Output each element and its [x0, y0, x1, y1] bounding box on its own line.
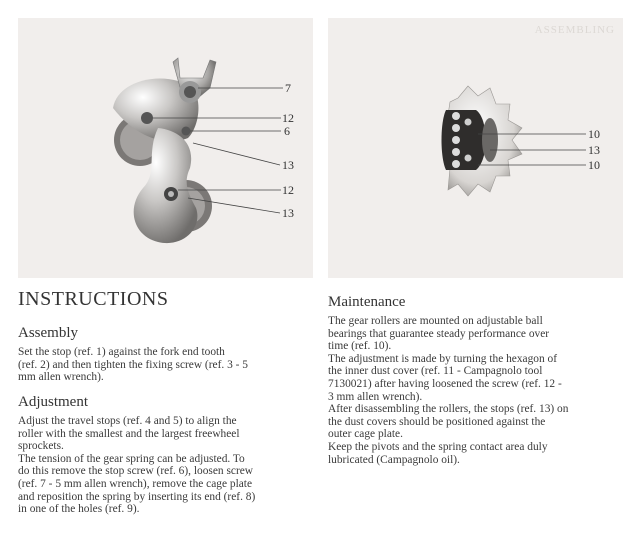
maintenance-line: time (ref. 10).: [328, 340, 392, 353]
pulley-bearing-illustration: [328, 18, 623, 278]
callout-7: 7: [285, 81, 291, 95]
assembly-line: (ref. 2) and then tighten the fixing screw (ref. 3 - 5: [18, 358, 248, 371]
callout-12-lower: 12: [282, 183, 294, 197]
figure-derailleur-cage: [18, 18, 313, 278]
adjustment-line: (ref. 7 - 5 mm allen wrench), remove the cage plate: [18, 477, 253, 490]
callout-12-upper: 12: [282, 111, 294, 125]
callout-10-upper: 10: [588, 127, 600, 141]
maintenance-line: the inner dust cover (ref. 11 - Campagnolo tool: [328, 365, 543, 378]
bearing-dust-cover: [442, 110, 486, 170]
adjustment-line: Adjust the travel stops (ref. 4 and 5) to align the: [18, 415, 237, 427]
callout-10-lower: 10: [588, 158, 600, 172]
adjustment-section: [18, 394, 318, 516]
adjustment-line: sprockets.: [18, 440, 64, 453]
maintenance-line: lubricated (Campagnolo oil).: [328, 453, 460, 466]
cage-screw-upper: [141, 112, 153, 124]
maintenance-line: After disassembling the rollers, the stops (ref. 13) on: [328, 403, 569, 416]
maintenance-line: 3 mm allen wrench).: [328, 390, 423, 403]
adjustment-heading: Adjustment: [18, 394, 88, 410]
adjustment-line: The tension of the gear spring can be adjusted. To: [18, 452, 245, 465]
cage-screw-middle: [182, 127, 191, 136]
maintenance-line: Keep the pivots and the spring contact area duly: [328, 440, 548, 453]
callout-13-lower: 13: [282, 206, 294, 220]
adjustment-line: roller with the smallest and the largest freewheel: [18, 427, 240, 440]
maintenance-section: [328, 294, 628, 466]
maintenance-line: The adjustment is made by turning the hexagon of: [328, 352, 558, 365]
maintenance-line: bearings that guarantee steady performance over: [328, 327, 550, 340]
faded-print-through: ASSEMBLING: [534, 24, 615, 36]
figure-pulley-bearings: [328, 18, 623, 278]
assembly-section: [18, 325, 318, 384]
adjustment-line: do this remove the stop screw (ref. 6), loosen screw: [18, 465, 254, 478]
adjustment-line: and reposition the spring by inserting its end (ref. 8): [18, 490, 256, 503]
callout-13-upper: 13: [282, 158, 294, 172]
instructions-title: INSTRUCTIONS: [18, 288, 169, 310]
maintenance-heading: Maintenance: [328, 294, 406, 310]
assembly-line: mm allen wrench).: [18, 371, 104, 384]
adjustment-line: in one of the holes (ref. 9).: [18, 503, 140, 516]
maintenance-line: The gear rollers are mounted on adjustable ball: [328, 315, 543, 327]
assembly-line: Set the stop (ref. 1) against the fork end tooth: [18, 346, 225, 358]
maintenance-line: outer cage plate.: [328, 428, 403, 441]
derailleur-cage-illustration: [18, 18, 313, 278]
callout-6: 6: [284, 124, 290, 138]
maintenance-line: 7130021) after having loosened the screw (ref. 12 -: [328, 377, 562, 390]
callout-13: 13: [588, 143, 600, 157]
assembly-heading: Assembly: [18, 325, 78, 341]
maintenance-line: the dust covers should be positioned against the: [328, 415, 546, 428]
